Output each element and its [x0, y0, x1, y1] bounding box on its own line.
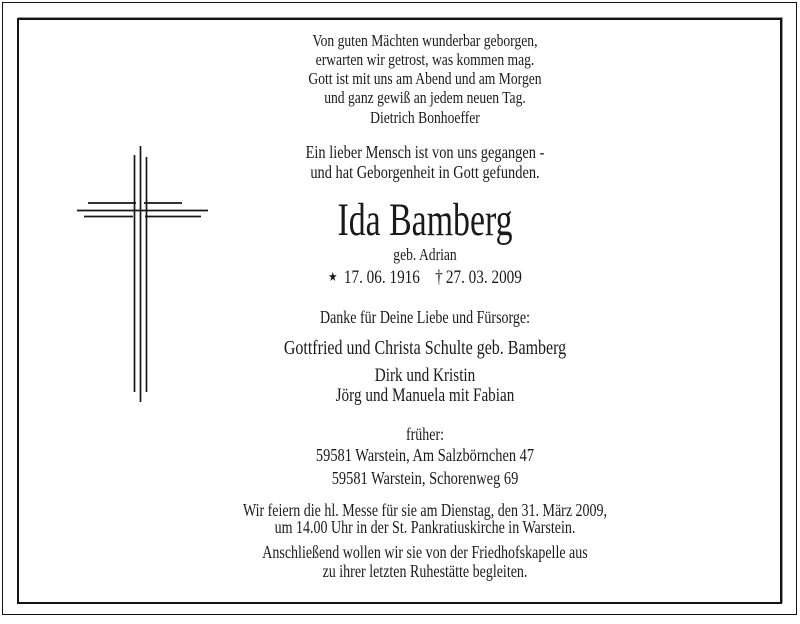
died-dagger-icon: †	[435, 267, 443, 288]
born-star-icon: ★	[328, 268, 338, 284]
deceased-name: Ida Bamberg	[337, 194, 513, 246]
service-line-2: um 14.00 Uhr in der St. Pankratiuskirche in Warstein.	[274, 517, 576, 537]
epitaph-line-1: Ein lieber Mensch ist von uns gegangen -	[305, 142, 545, 162]
maiden-name: geb. Adrian	[393, 245, 457, 264]
life-dates	[125, 268, 725, 287]
poem-line-4: und ganz gewiß an jedem neuen Tag.	[324, 88, 526, 107]
former-label: früher:	[405, 424, 445, 444]
service-line-4: zu ihrer letzten Ruhestätte begleiten.	[322, 561, 528, 581]
family-line-3: Jörg und Manuela mit Fabian	[335, 385, 515, 406]
death-date: 27. 03. 2009	[445, 267, 522, 288]
address-line-2: 59581 Warstein, Schorenweg 69	[331, 468, 519, 488]
birth-date: 17. 06. 1916	[343, 267, 420, 288]
service-line-3: Anschließend wollen wir sie von der Friedhofskapelle aus	[262, 542, 588, 562]
epitaph-line-2: und hat Geborgenheit in Gott gefunden.	[310, 162, 540, 182]
poem-author: Dietrich Bonhoeffer	[370, 108, 480, 127]
poem-line-3: Gott ist mit uns am Abend und am Morgen	[308, 69, 542, 88]
thanks-line: Danke für Deine Liebe und Fürsorge:	[319, 307, 531, 327]
family-line-2: Dirk und Kristin	[374, 365, 476, 386]
address-line-1: 59581 Warstein, Am Salzbörnchen 47	[315, 445, 535, 465]
poem-line-2: erwarten wir getrost, was kommen mag.	[315, 50, 535, 69]
service-line-1: Wir feiern die hl. Messe für sie am Dienstag, den 31. März 2009,	[242, 500, 608, 520]
poem-line-1: Von guten Mächten wunderbar geborgen,	[312, 31, 538, 50]
family-line-1: Gottfried und Christa Schulte geb. Bamberg	[283, 337, 567, 359]
notice-text-column	[50, 0, 800, 624]
